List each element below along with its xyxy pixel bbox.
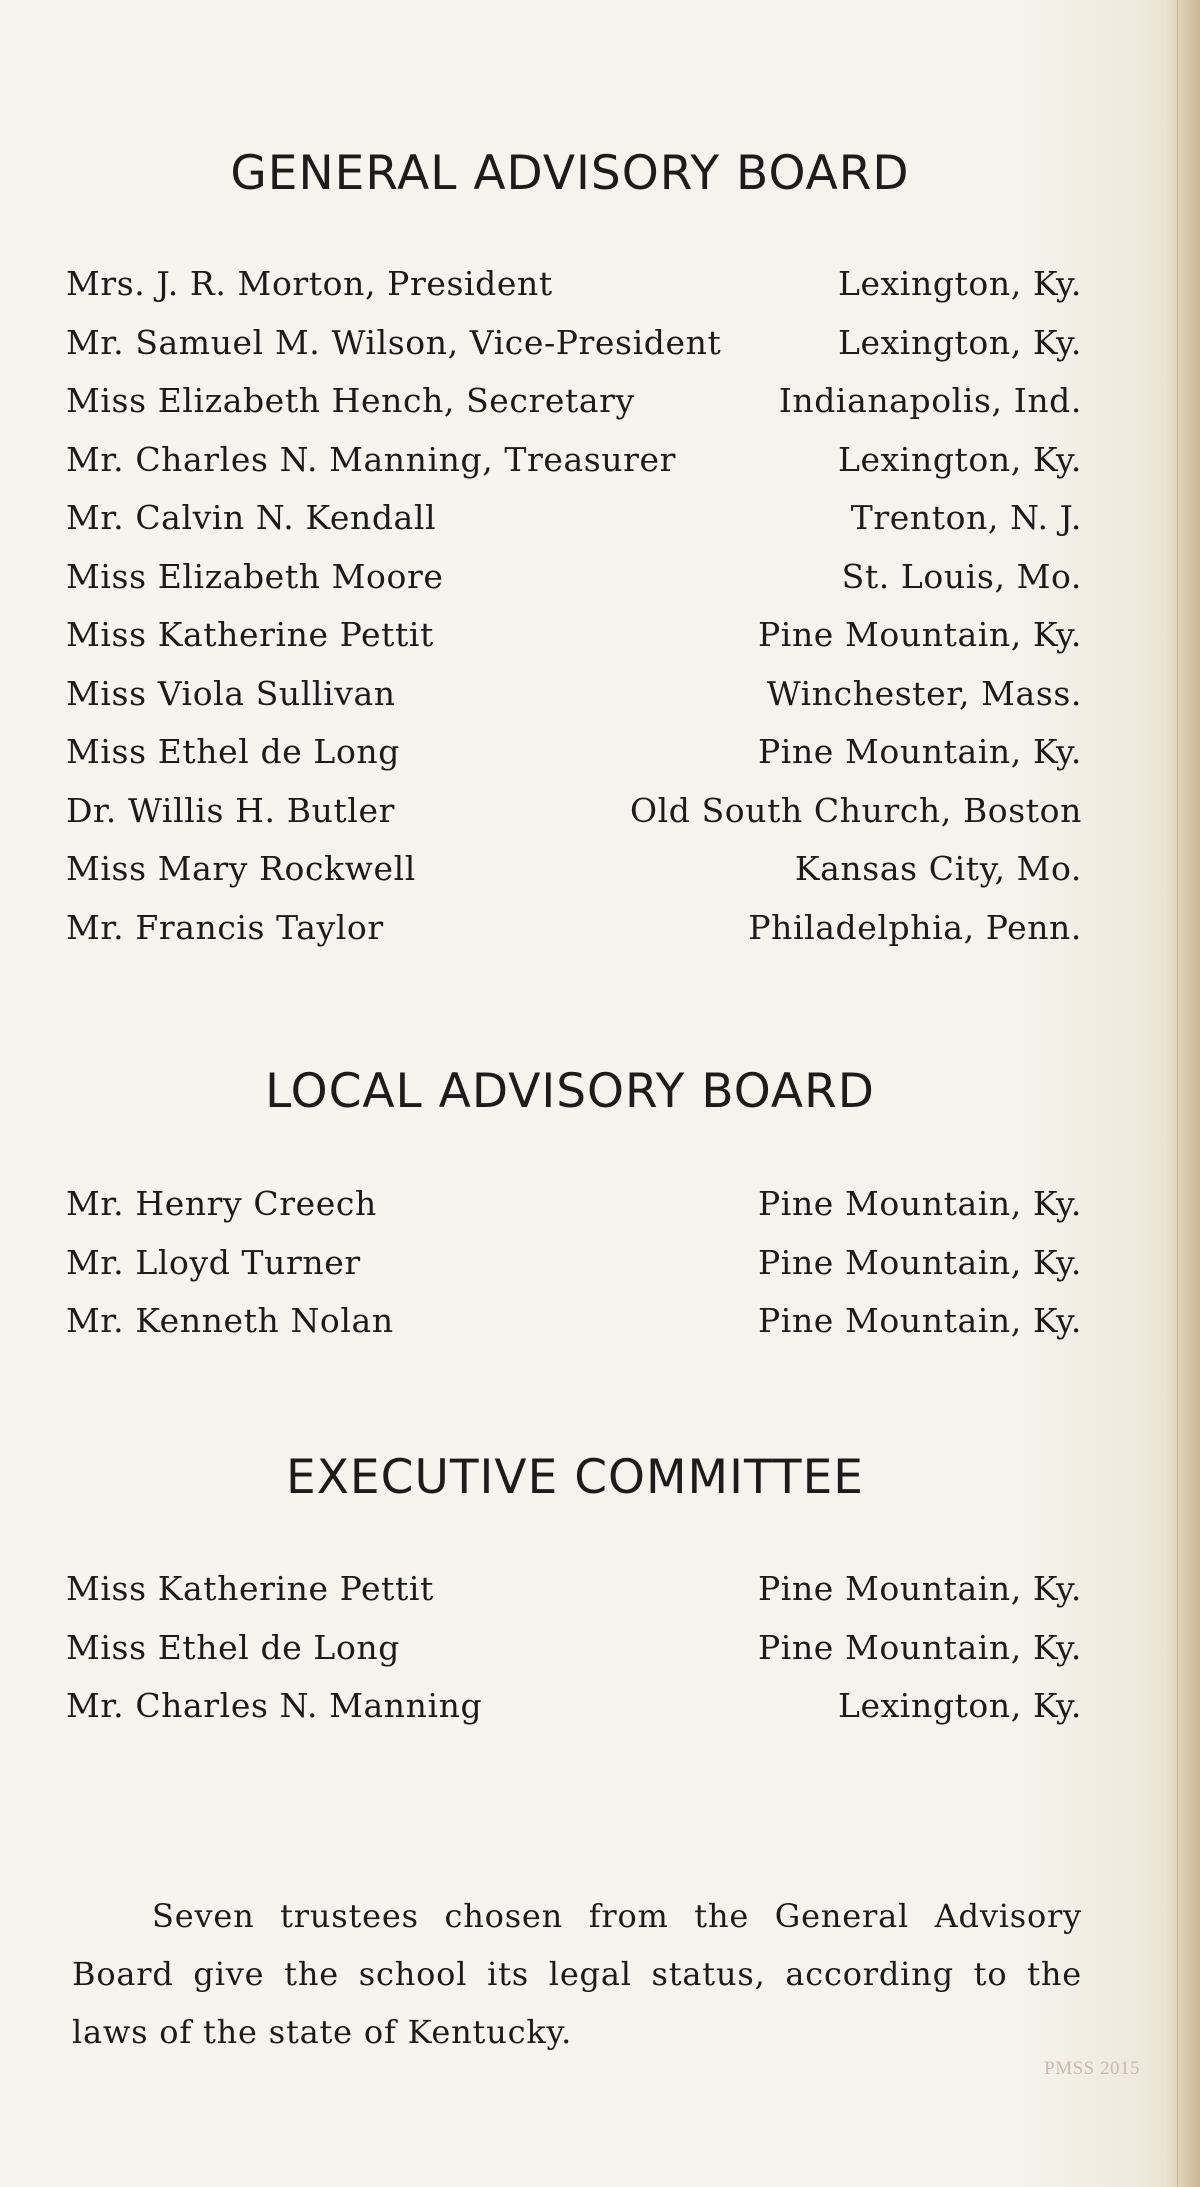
member-name: Miss Viola Sullivan <box>66 673 396 713</box>
member-row <box>66 548 1082 607</box>
member-row <box>66 723 1082 782</box>
member-location: Pine Mountain, Ky. <box>757 1627 1082 1667</box>
local-advisory-board-heading: LOCAL ADVISORY BOARD <box>265 1064 875 1119</box>
member-row <box>66 840 1082 899</box>
member-location: Kansas City, Mo. <box>794 849 1082 888</box>
member-location: Indianapolis, Ind. <box>778 381 1082 420</box>
member-row <box>66 314 1082 373</box>
executive-committee-list <box>66 1560 1082 1736</box>
page-fold-line <box>1177 0 1178 2187</box>
member-name: Mr. Lloyd Turner <box>66 1242 361 1282</box>
member-name: Mr. Henry Creech <box>66 1184 377 1223</box>
member-row <box>66 782 1082 841</box>
member-name: Miss Katherine Pettit <box>66 615 434 654</box>
member-name: Miss Elizabeth Moore <box>66 556 444 596</box>
member-name: Dr. Willis H. Butler <box>66 790 395 830</box>
member-row <box>66 1292 1082 1351</box>
member-location: Lexington, Ky. <box>837 1686 1082 1725</box>
member-row <box>66 1677 1082 1736</box>
member-row <box>66 606 1082 665</box>
member-name: Miss Ethel de Long <box>66 1627 400 1667</box>
member-location: Pine Mountain, Ky. <box>757 1301 1082 1340</box>
member-name: Mr. Charles N. Manning, Treasurer <box>66 439 677 479</box>
trustees-note: Seven trustees chosen from the General Advisory Board give the school its legal status, according to the laws of the state of Kentucky. <box>72 1897 1082 2051</box>
member-name: Mr. Francis Taylor <box>66 907 384 947</box>
member-name: Mr. Samuel M. Wilson, Vice-President <box>66 322 722 362</box>
member-location: Philadelphia, Penn. <box>748 907 1082 947</box>
member-location: Pine Mountain, Ky. <box>757 1184 1082 1223</box>
member-name: Mrs. J. R. Morton, President <box>66 264 553 303</box>
member-name: Mr. Calvin N. Kendall <box>66 498 437 537</box>
executive-committee-heading: EXECUTIVE COMMITTEE <box>286 1450 864 1505</box>
member-name: Miss Elizabeth Hench, Secretary <box>66 381 635 420</box>
member-location: Lexington, Ky. <box>837 264 1082 303</box>
member-location: Lexington, Ky. <box>837 439 1082 479</box>
member-location: Lexington, Ky. <box>837 322 1082 362</box>
member-row <box>66 899 1082 958</box>
member-name: Miss Mary Rockwell <box>66 849 416 888</box>
member-location: Winchester, Mass. <box>766 673 1082 713</box>
member-location: Pine Mountain, Ky. <box>757 732 1082 771</box>
member-row <box>66 665 1082 724</box>
member-row <box>66 1619 1082 1678</box>
member-name: Mr. Charles N. Manning <box>66 1686 483 1725</box>
archive-watermark: PMSS 2015 <box>1044 2058 1140 2079</box>
member-name: Miss Ethel de Long <box>66 732 400 771</box>
member-location: Trenton, N. J. <box>850 498 1082 537</box>
page-edge-shadow <box>1166 0 1200 2187</box>
member-location: Pine Mountain, Ky. <box>757 615 1082 654</box>
member-row <box>66 1560 1082 1619</box>
local-advisory-board-list <box>66 1175 1082 1351</box>
member-location: St. Louis, Mo. <box>841 556 1082 596</box>
member-location: Old South Church, Boston <box>629 790 1082 830</box>
member-name: Mr. Kenneth Nolan <box>66 1301 394 1340</box>
member-row <box>66 489 1082 548</box>
member-location: Pine Mountain, Ky. <box>757 1242 1082 1282</box>
general-advisory-board-list <box>66 255 1082 957</box>
member-row <box>66 431 1082 490</box>
member-row <box>66 255 1082 314</box>
member-location: Pine Mountain, Ky. <box>757 1569 1082 1608</box>
member-row <box>66 372 1082 431</box>
member-row <box>66 1234 1082 1293</box>
member-name: Miss Katherine Pettit <box>66 1569 434 1608</box>
general-advisory-board-heading: GENERAL ADVISORY BOARD <box>230 146 910 201</box>
member-row <box>66 1175 1082 1234</box>
